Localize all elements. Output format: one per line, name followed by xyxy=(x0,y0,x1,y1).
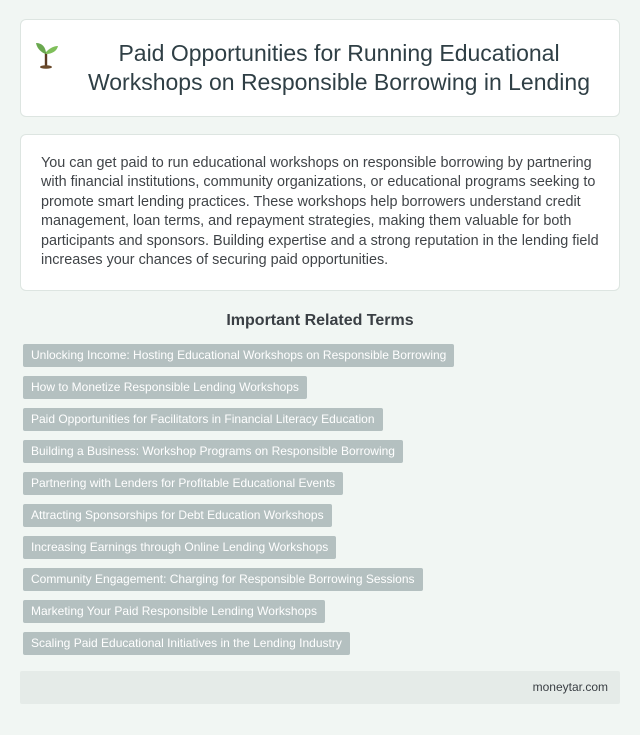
footer xyxy=(20,671,620,704)
related-term-link[interactable]: Partnering with Lenders for Profitable Educational Events xyxy=(23,472,343,495)
description-card xyxy=(20,134,620,291)
related-terms-list xyxy=(23,344,623,664)
related-terms-heading: Important Related Terms xyxy=(226,312,414,329)
related-term-link[interactable]: How to Monetize Responsible Lending Workshops xyxy=(23,376,307,399)
title-wrap xyxy=(31,39,609,97)
related-term-link[interactable]: Increasing Earnings through Online Lending Workshops xyxy=(23,536,336,559)
related-term-link[interactable]: Unlocking Income: Hosting Educational Workshops on Responsible Borrowing xyxy=(23,344,454,367)
related-term-link[interactable]: Building a Business: Workshop Programs on Responsible Borrowing xyxy=(23,440,403,463)
related-term-link[interactable]: Scaling Paid Educational Initiatives in the Lending Industry xyxy=(23,632,350,655)
site-name[interactable]: moneytar.com xyxy=(532,680,608,694)
related-term-link[interactable]: Paid Opportunities for Facilitators in Financial Literacy Education xyxy=(23,408,383,431)
description-text: You can get paid to run educational workshops on responsible borrowing by partnering with financial institutions, community organizations, or educational programs seeking to promote smart lending practices. These workshops help borrowers understand credit management, loan terms, and repayment strategies, making them valuable for both participants and sponsors. Building expertise and a strong reputation in the lending field increases your chances of securing paid opportunities. xyxy=(41,155,599,269)
sprout-icon xyxy=(31,39,61,69)
title-card xyxy=(20,19,620,117)
page-title: Paid Opportunities for Running Educational Workshops on Responsible Borrowing in Lending xyxy=(87,40,591,95)
related-term-link[interactable]: Attracting Sponsorships for Debt Education Workshops xyxy=(23,504,332,527)
related-term-link[interactable]: Marketing Your Paid Responsible Lending Workshops xyxy=(23,600,325,623)
related-term-link[interactable]: Community Engagement: Charging for Responsible Borrowing Sessions xyxy=(23,568,423,591)
